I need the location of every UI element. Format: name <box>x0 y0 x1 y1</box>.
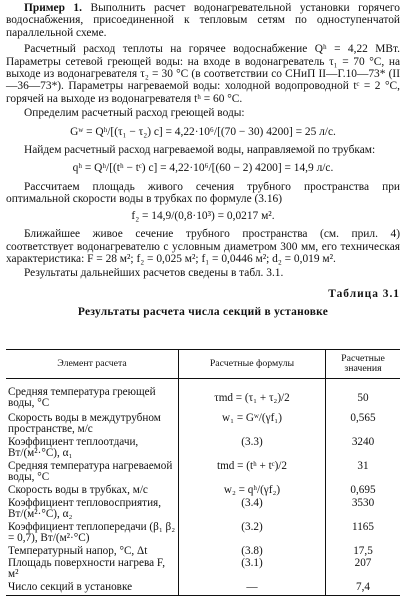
body-text <box>6 2 400 319</box>
row-element: Скорость воды в междутрубном пространстве, м/с <box>8 411 161 435</box>
formula-heating-water: Gʷ = Qʰ/[(τ₁ − τ₂) c] = 4,22·10⁶/[(70 − 30) 4200] = 25 л/с. <box>70 125 336 138</box>
row-value: 31 <box>326 461 401 485</box>
row-formula: w₂ = qʰ/(γf₂) <box>179 485 326 498</box>
row-formula: (3.3) <box>179 437 326 461</box>
table-row <box>6 437 400 461</box>
table-caption: Таблица 3.1 <box>328 287 400 300</box>
header-values: Расчетные значения <box>326 350 401 379</box>
paragraph-heating-water-intro: Определим расчетный расход греющей воды: <box>24 107 245 120</box>
row-element: Коэффициент теплоотдачи, Вт/(м²·°C), α₁ <box>8 435 139 459</box>
row-formula: (3.2) <box>179 522 326 546</box>
row-formula: τmd = (τ₁ + τ₂)/2 <box>179 379 326 413</box>
row-value: 3530 <box>326 498 401 522</box>
paragraph-parameters: Расчетный расход теплоты на горячее водоснабжение Qʰ = 4,22 МВт. Параметры сетевой греющей воды: на входе в водонагреватель τ₁ = 70 °C, на выходе из водонагревателя τ₂ = 30 °C (в соответствии со СНиП II—Г.10—73* (II—36—73*). Параметры нагреваемой воды: холодной водопроводной tᶜ = 2 °C, горячей на выходе из водонагревателя tʰ = 60 °C. <box>6 43 400 105</box>
row-element: Средняя температура греющей воды, °C <box>8 386 156 410</box>
row-element: Скорость воды в трубках, м/с <box>8 483 148 496</box>
row-element: Средняя температура нагреваемой воды, °C <box>8 459 173 483</box>
row-value: 3240 <box>326 437 401 461</box>
results-table <box>6 349 400 596</box>
row-value: 207 <box>326 558 401 582</box>
row-formula: (3.8) <box>179 546 326 558</box>
table-row <box>6 546 400 558</box>
formula-heated-water: qʰ = Qʰ/[(tʰ − tᶜ) c] = 4,22·10⁶/[(60 − 2) 4200] = 14,9 л/с. <box>72 162 334 175</box>
example-text: Выполнить расчет водонагревательной установки горячего водоснабжения, присоединенной к тепловым сетям по одноступенчатой параллельной схеме. <box>6 2 400 39</box>
formula-area: f₂ = 14,9/(0,8·10³) = 0,0217 м². <box>131 209 275 222</box>
row-value: 50 <box>326 379 401 413</box>
table-row <box>6 413 400 437</box>
row-value: 0,695 <box>326 485 401 498</box>
row-element: Коэффициент тепловосприятия, Вт/(м²·°C), α₂ <box>8 496 161 520</box>
row-element: Площадь поверхности нагрева F, м² <box>8 556 165 580</box>
paragraph-heated-water-intro: Найдем расчетный расход нагреваемой воды, направляемой по трубкам: <box>24 144 376 157</box>
row-value: 17,5 <box>326 546 401 558</box>
row-value: 0,565 <box>326 413 401 437</box>
row-formula: (3.1) <box>179 558 326 582</box>
example-lead: Пример 1. <box>24 2 82 14</box>
header-element: Элемент расчета <box>6 350 179 379</box>
row-element: Коэффициент теплопередачи (β₁ β₂ = 0,7), Вт/(м²·°C) <box>8 520 176 544</box>
table-row <box>6 582 400 596</box>
row-formula: w₁ = Gʷ/(γf₁) <box>179 413 326 437</box>
row-value: 1165 <box>326 522 401 546</box>
row-element: Температурный напор, °C, Δt <box>8 544 148 557</box>
row-formula: — <box>179 582 326 596</box>
table-row <box>6 522 400 546</box>
row-formula: (3.4) <box>179 498 326 522</box>
row-formula: tmd = (tʰ + tᶜ)/2 <box>179 461 326 485</box>
table-row <box>6 498 400 522</box>
paragraph-example <box>6 2 400 39</box>
table-title: Результаты расчета числа секций в установке <box>77 306 329 319</box>
table-row <box>6 485 400 498</box>
row-element: Число секций в установке <box>6 582 179 596</box>
table-row <box>6 558 400 582</box>
paragraph-characteristics: Ближайшее живое сечение трубного пространства (см. прил. 4) соответствует водонагревателю с условным диаметром 300 мм, его техническая характеристика: F = 28 м²; f₂ = 0,025 м²; f₁ = 0,0446 м²; d₂ = 0,019 м². <box>6 228 400 265</box>
header-formulas: Расчетные формулы <box>179 350 326 379</box>
paragraph-results-ref: Результаты дальнейших расчетов сведены в табл. 3.1. <box>24 267 284 280</box>
table-row <box>6 461 400 485</box>
table-row <box>6 379 400 413</box>
row-value: 7,4 <box>326 582 401 596</box>
paragraph-area-intro: Рассчитаем площадь живого сечения трубного пространства при оптимальной скорости воды в трубках по формуле (3.16) <box>6 180 400 206</box>
table-header-row <box>6 350 400 379</box>
